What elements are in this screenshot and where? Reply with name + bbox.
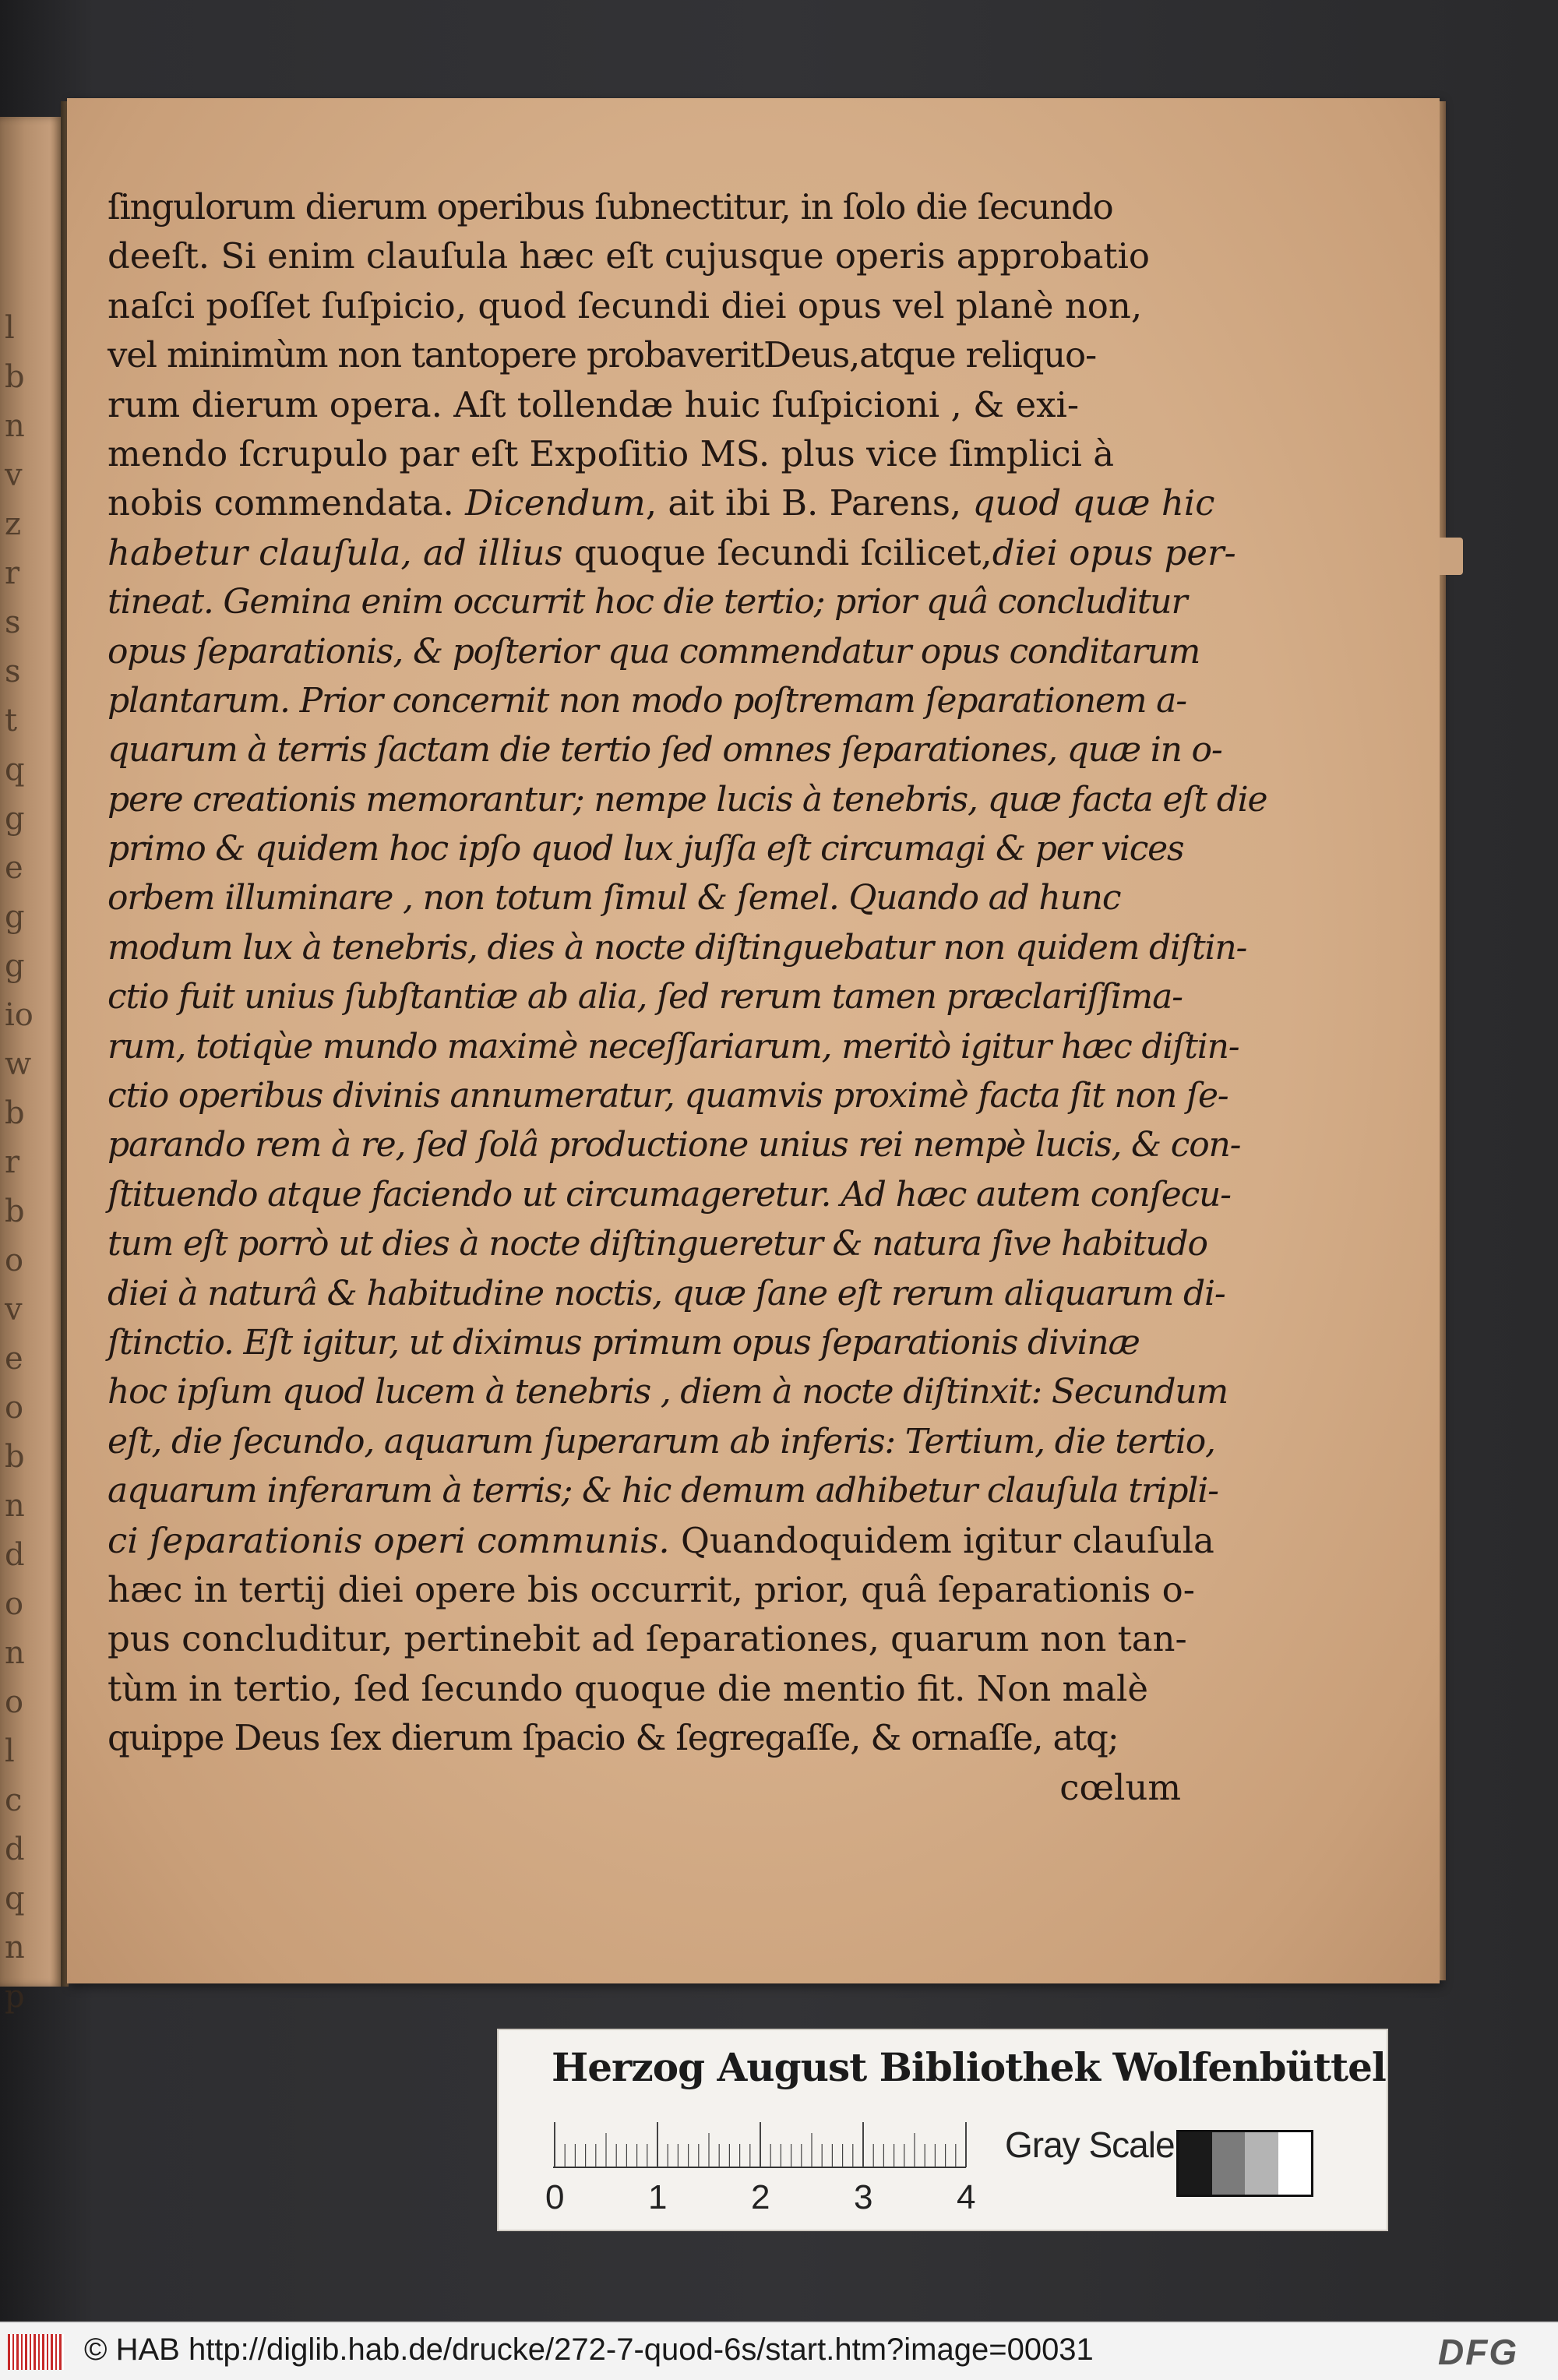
previous-page-glyph: b — [5, 1439, 25, 1475]
previous-page-glyph: b — [5, 359, 25, 395]
previous-page-glyph: z — [5, 506, 22, 542]
text-line: vel minimùm non tantopere probaveritDeus,atque reliquo- — [108, 334, 1096, 376]
text-roman: quoque ſecundi ſcilicet, — [573, 531, 992, 573]
text-line-italic: pere creationis memorantur; nempe lucis à tenebris, quæ facta eſt die — [108, 779, 1267, 820]
ruler-label: 1 — [648, 2178, 668, 2216]
previous-page-glyph: o — [5, 1586, 24, 1622]
text-line-italic: parando rem à re, ſed ſolâ productione unius rei nempè lucis, & con- — [108, 1125, 1241, 1165]
text-line: hæc in tertij diei opere bis occurrit, prior, quâ ſeparationis o- — [108, 1568, 1195, 1610]
previous-page-glyph: io — [5, 997, 33, 1033]
gray-swatch — [1245, 2132, 1278, 2195]
gray-swatch — [1212, 2132, 1246, 2195]
catchword: cœlum — [1059, 1766, 1181, 1808]
previous-page-edge — [0, 117, 62, 2015]
page-tab — [1440, 538, 1463, 575]
ruler-label: 4 — [957, 2178, 976, 2216]
gray-swatch — [1179, 2132, 1212, 2195]
previous-page-glyph: v — [5, 1292, 23, 1328]
previous-page-glyph: q — [5, 1881, 25, 1916]
text-line: deeſt. Si enim clauſula hæc eſt cujusque operis approbatio — [108, 235, 1150, 277]
previous-page-glyph: p — [5, 1979, 25, 2015]
gray-swatch — [1278, 2132, 1312, 2195]
text-roman: Quandoquidem igitur clauſula — [680, 1519, 1214, 1561]
previous-page-glyph: g — [5, 801, 25, 837]
text-line-italic: aquarum inferarum à terris; & hic demum adhibetur clauſula tripli- — [108, 1471, 1218, 1511]
text-line-italic: modum lux à tenebris, dies à nocte diſtinguebatur non quidem diſtin- — [108, 927, 1247, 968]
gray-scale-swatches — [1176, 2130, 1313, 2197]
previous-page-glyph: n — [5, 1488, 25, 1524]
footer-bar — [0, 2322, 1558, 2380]
previous-page-glyph: e — [5, 1341, 23, 1377]
gray-scale-label: Gray Scale — [1005, 2124, 1175, 2165]
text-line-mixed — [108, 1516, 1214, 1565]
credit-line: © HAB http://diglib.hab.de/drucke/272-7-quod-6s/start.htm?image=00031 — [84, 2332, 1094, 2367]
previous-page-glyph: s — [5, 654, 21, 689]
previous-page-glyph: q — [5, 752, 25, 788]
ruler-labels — [545, 2178, 1013, 2217]
text-line-italic: orbem illuminare , non totum ſimul & ſemel. Quando ad hunc — [108, 878, 1121, 919]
text-line-italic: diei à naturâ & habitudine noctis, quæ ſane eſt rerum aliquarum di- — [108, 1273, 1225, 1313]
previous-page-glyph: d — [5, 1832, 25, 1867]
previous-page-glyph: r — [5, 1144, 20, 1180]
text-line-italic: ſtituendo atque faciendo ut circumageretur. Ad hæc autem conſecu- — [108, 1174, 1231, 1215]
ruler-label: 0 — [545, 2178, 565, 2216]
previous-page-glyph: g — [5, 899, 25, 935]
previous-page-glyph: e — [5, 850, 23, 886]
text-italic: Dicendum — [465, 482, 646, 524]
text-italic: habetur clauſula, ad illius — [108, 531, 574, 573]
text-italic: quod quæ hic — [972, 482, 1215, 524]
text-line-italic: hoc ipſum quod lucem à tenebris , diem à nocte diſtinxit: Secundum — [108, 1372, 1228, 1412]
text-line: rum dierum opera. Aſt tollendæ huic ſuſpicioni , & exi- — [108, 383, 1080, 425]
text-line-italic: ctio operibus divinis annumeratur, quamvis proximè facta ſit non ſe- — [108, 1076, 1228, 1116]
text-line-italic: quarum à terris ſactam die tertio ſed omnes ſeparationes, quæ in o- — [108, 730, 1222, 770]
page-text-block — [108, 182, 1267, 1812]
previous-page-glyph: w — [5, 1046, 32, 1082]
previous-page-glyph: v — [5, 457, 23, 493]
text-line-italic: primo & quidem hoc ipſo quod lux juſſa eſt circumagi & per vices — [108, 829, 1184, 869]
ruler-label: 2 — [751, 2178, 770, 2216]
previous-page-glyph: n — [5, 1930, 25, 1966]
text-italic: diei opus per- — [992, 531, 1236, 573]
previous-page-glyph: l — [5, 1733, 15, 1769]
previous-page-glyph: n — [5, 408, 25, 444]
text-line: mendo ſcrupulo par eſt Expoſitio MS. plus vice ſimplici à — [108, 432, 1115, 474]
text-line-mixed — [108, 528, 1236, 577]
text-line-italic: rum, totiqùe mundo maximè neceſſariarum, meritò igitur hæc diſtin- — [108, 1026, 1239, 1067]
ruler-label: 3 — [854, 2178, 873, 2216]
previous-page-glyph: b — [5, 1194, 25, 1229]
text-line: tùm in tertio, ſed ſecundo quoque die mentio fit. Non malè — [108, 1667, 1149, 1709]
text-line-mixed — [108, 478, 1215, 527]
text-roman: , ait ibi B. Parens, — [645, 482, 973, 524]
barcode-icon — [8, 2334, 64, 2370]
previous-page-glyph: t — [5, 703, 18, 739]
text-line: naſci poſſet ſuſpicio, quod ſecundi diei opus vel planè non, — [108, 284, 1143, 326]
previous-page-glyph: o — [5, 1390, 24, 1426]
color-calibration-card — [497, 2029, 1388, 2231]
text-line-italic: tum eſt porrò ut dies à nocte diſtingueretur & natura ſive habitudo — [108, 1224, 1207, 1264]
text-line-italic: ſtinctio. Eſt igitur, ut diximus primum opus ſeparationis divinæ — [108, 1322, 1140, 1363]
previous-page-glyph: o — [5, 1684, 24, 1720]
text-line-italic: plantarum. Prior concernit non modo poſtremam ſeparationem a- — [108, 680, 1186, 721]
previous-page-glyph: b — [5, 1095, 25, 1131]
previous-page-glyph: l — [5, 310, 15, 346]
text-italic: ci ſeparationis operi communis. — [108, 1519, 681, 1561]
previous-page-glyph: n — [5, 1635, 25, 1671]
text-line-italic: tineat. Gemina enim occurrit hoc die tertio; prior quâ concluditur — [108, 582, 1187, 622]
previous-page-glyph: d — [5, 1537, 25, 1573]
card-title: Herzog August Bibliothek Wolfenbüttel — [552, 2044, 1386, 2090]
text-roman: nobis commendata. — [108, 482, 466, 524]
text-line: ſingulorum dierum operibus ſubnectitur, in ſolo die ſecundo — [108, 186, 1113, 227]
text-line-italic: eſt, die ſecundo, aquarum ſuperarum ab inferis: Tertium, die tertio, — [108, 1421, 1215, 1461]
ruler-scale — [553, 2122, 974, 2169]
previous-page-glyph: g — [5, 948, 25, 984]
text-line: pus concluditur, pertinebit ad ſeparationes, quarum non tan- — [108, 1618, 1187, 1660]
text-line: quippe Deus ſex dierum ſpacio & ſegregaſſe, & ornaſſe, atq; — [108, 1717, 1119, 1759]
page-right-edge — [1440, 101, 1446, 1980]
previous-page-letters — [5, 304, 36, 2022]
previous-page-glyph: r — [5, 555, 20, 591]
text-line-italic: opus ſeparationis, & poſterior qua commendatur opus conditarum — [108, 631, 1200, 672]
dfg-logo: DFG — [1438, 2332, 1519, 2372]
text-line-italic: ctio fuit unius ſubſtantiæ ab alia, ſed rerum tamen præclariſſima- — [108, 977, 1183, 1017]
previous-page-glyph: s — [5, 605, 21, 640]
previous-page-glyph: c — [5, 1782, 23, 1818]
previous-page-glyph: o — [5, 1243, 24, 1278]
